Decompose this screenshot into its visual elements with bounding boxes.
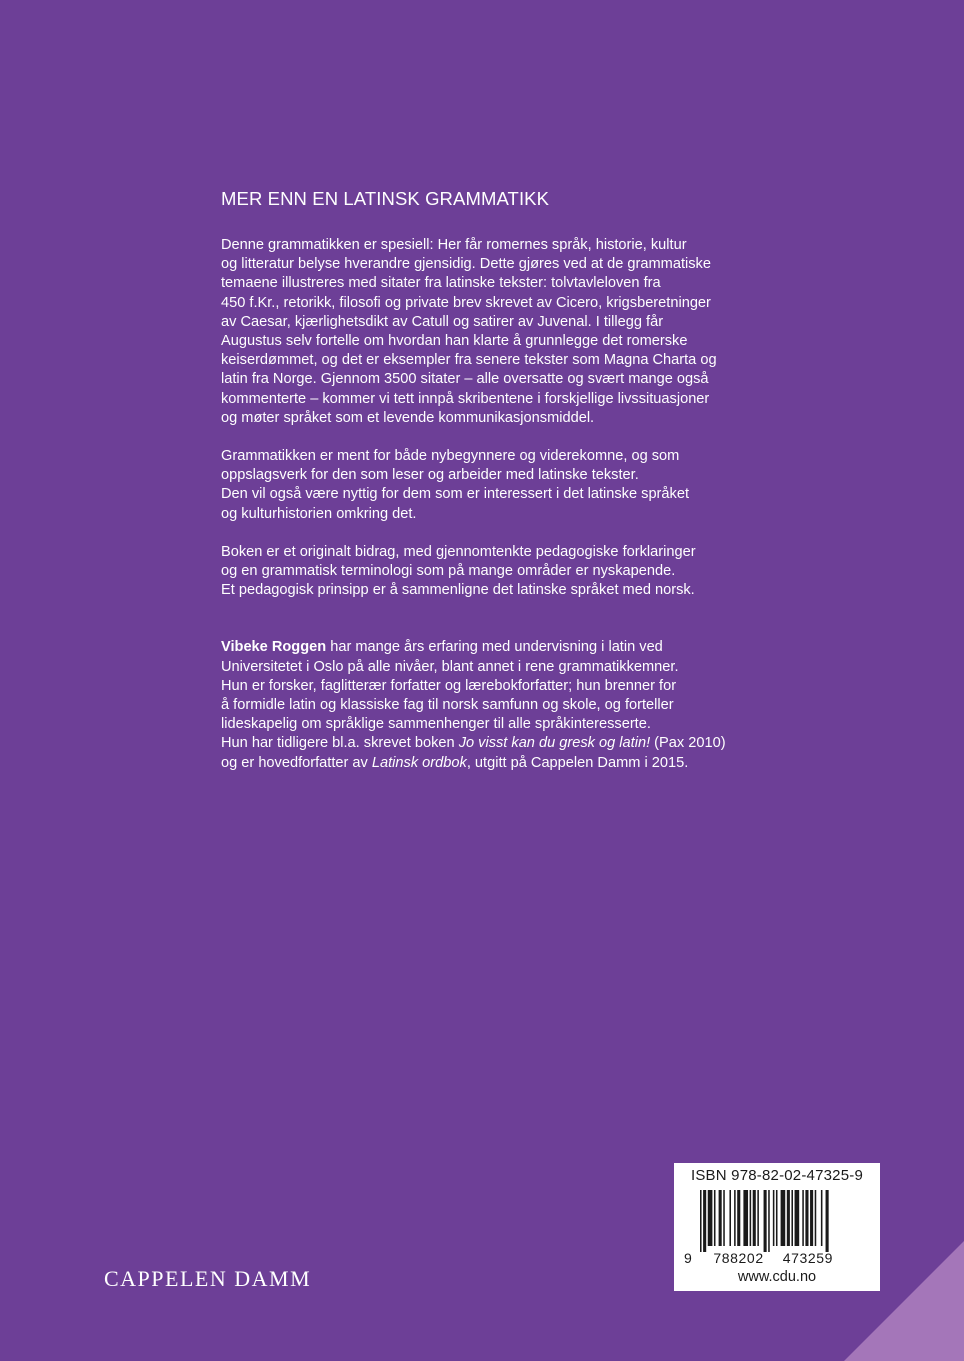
barcode-bar — [787, 1190, 790, 1246]
barcode-bar — [821, 1190, 823, 1246]
text-line: og en grammatisk terminologi som på mange områder er nyskapende. — [221, 563, 676, 580]
bio-text: (Pax 2010) — [650, 735, 726, 752]
bio-text: har mange års erfaring med undervisning i latin ved — [326, 639, 663, 656]
corner-triangle-shape — [844, 1241, 964, 1361]
barcode-bar — [795, 1190, 800, 1246]
barcode-bar — [776, 1190, 778, 1246]
text-line: Hun er forsker, faglitterær forfatter og lærebokforfatter; hun brenner for — [221, 677, 677, 694]
text-line: latin fra Norge. Gjennom 3500 sitater – alle oversatte og svært mange også — [221, 371, 709, 388]
bio-text: Hun har tidligere bl.a. skrevet boken — [221, 735, 459, 752]
text-line: av Caesar, kjærlighetsdikt av Catull og satirer av Juvenal. I tillegg får — [221, 313, 664, 330]
barcode-bar — [757, 1190, 759, 1246]
author-name: Vibeke Roggen — [221, 639, 327, 656]
text-line: temaene illustreres med sitater fra latinske tekster: tolvtavleloven fra — [221, 275, 661, 292]
bio-text: og er hovedforfatter av — [221, 754, 372, 771]
barcode-bar — [708, 1190, 713, 1246]
bio-text: , utgitt på Cappelen Damm i 2015. — [466, 754, 689, 771]
text-line: 450 f.Kr., retorikk, filosofi og private brev skrevet av Cicero, krigsberetninger — [221, 294, 711, 311]
text-line: keiserdømmet, og det er eksempler fra senere tekster som Magna Charta og — [221, 352, 717, 369]
barcode-bar — [719, 1190, 722, 1246]
text-line: Grammatikken er ment for både nybegynnere og viderekomne, og som — [221, 448, 680, 465]
text-line: oppslagsverk for den som leser og arbeider med latinske tekster. — [221, 467, 639, 484]
barcode-bar — [753, 1190, 756, 1246]
publisher-url: www.cdu.no — [737, 1269, 817, 1285]
text-line: og kulturhistorien omkring det. — [221, 505, 417, 522]
text-line: Universitetet i Oslo på alle nivåer, blant annet i rene grammatikkemner. — [221, 658, 679, 675]
text-line — [221, 638, 821, 657]
isbn-label: ISBN 978-82-02-47325-9 — [690, 1167, 863, 1184]
barcode-bar — [764, 1190, 767, 1252]
text-line: og møter språket som et levende kommunikasjonsmiddel. — [221, 409, 595, 426]
text-line: Den vil også være nyttig for dem som er interessert i det latinske språket — [221, 486, 690, 503]
barcode-bar — [815, 1190, 817, 1246]
barcode-bar — [723, 1190, 725, 1246]
barcode-bar — [750, 1190, 752, 1246]
blurb-paragraph-3 — [221, 543, 821, 601]
text-line: og litteratur belyse hverandre gjensidig. Dette gjøres ved at de grammatiske — [221, 256, 711, 273]
text-line: Augustus selv fortelle om hvordan han klarte å grunnlegge det romerske — [221, 333, 688, 350]
cover-heading: MER ENN EN LATINSK GRAMMATIKK — [221, 188, 550, 209]
text-line: kommenterte – kommer vi tett innpå skribentene i forskjellige livssituasjoner — [221, 390, 710, 407]
barcode-bar — [714, 1190, 716, 1246]
barcode-bar — [805, 1190, 808, 1246]
publisher-logo: CAPPELEN DAMM — [104, 1266, 312, 1291]
text-line: Et pedagogisk prinsipp er å sammenligne det latinske språket med norsk. — [221, 582, 695, 599]
barcode-bar — [773, 1190, 775, 1246]
text-line: Boken er et originalt bidrag, med gjennomtenkte pedagogiske forklaringer — [221, 543, 696, 560]
barcode-bar — [700, 1190, 702, 1252]
text-line: lideskapelig om språklige sammenhenger til alle språkinteresserte. — [221, 716, 651, 733]
barcode-bar — [734, 1190, 736, 1246]
barcode-bar — [781, 1190, 786, 1246]
blurb-text-block — [221, 186, 821, 792]
book-title: Jo visst kan du gresk og latin! — [458, 735, 651, 752]
barcode-bar — [703, 1190, 706, 1252]
barcode-digit-lead: 9 — [684, 1250, 693, 1266]
blurb-paragraph-1 — [221, 236, 821, 428]
barcode-graphic — [700, 1190, 864, 1252]
barcode-bar — [729, 1190, 731, 1246]
barcode-bar — [791, 1190, 793, 1246]
barcode-bar — [810, 1190, 813, 1246]
blurb-paragraph-2 — [221, 447, 821, 524]
text-line — [221, 734, 821, 753]
barcode-bar — [802, 1190, 804, 1246]
barcode-bar — [826, 1190, 829, 1252]
barcode-bar — [743, 1190, 748, 1246]
text-line — [221, 754, 821, 773]
barcode-digits-right: 473259 — [782, 1250, 834, 1266]
text-line: Denne grammatikken er spesiell: Her får romernes språk, historie, kultur — [221, 237, 687, 253]
barcode-bar — [768, 1190, 770, 1252]
text-line: å formidle latin og klassiske fag til norsk samfunn og skole, og forteller — [221, 697, 674, 714]
corner-triangle — [844, 1241, 964, 1361]
author-bio — [221, 638, 821, 772]
barcode-digits-left: 788202 — [713, 1250, 764, 1266]
book-title: Latinsk ordbok — [371, 754, 467, 771]
barcode-bar — [737, 1190, 740, 1246]
